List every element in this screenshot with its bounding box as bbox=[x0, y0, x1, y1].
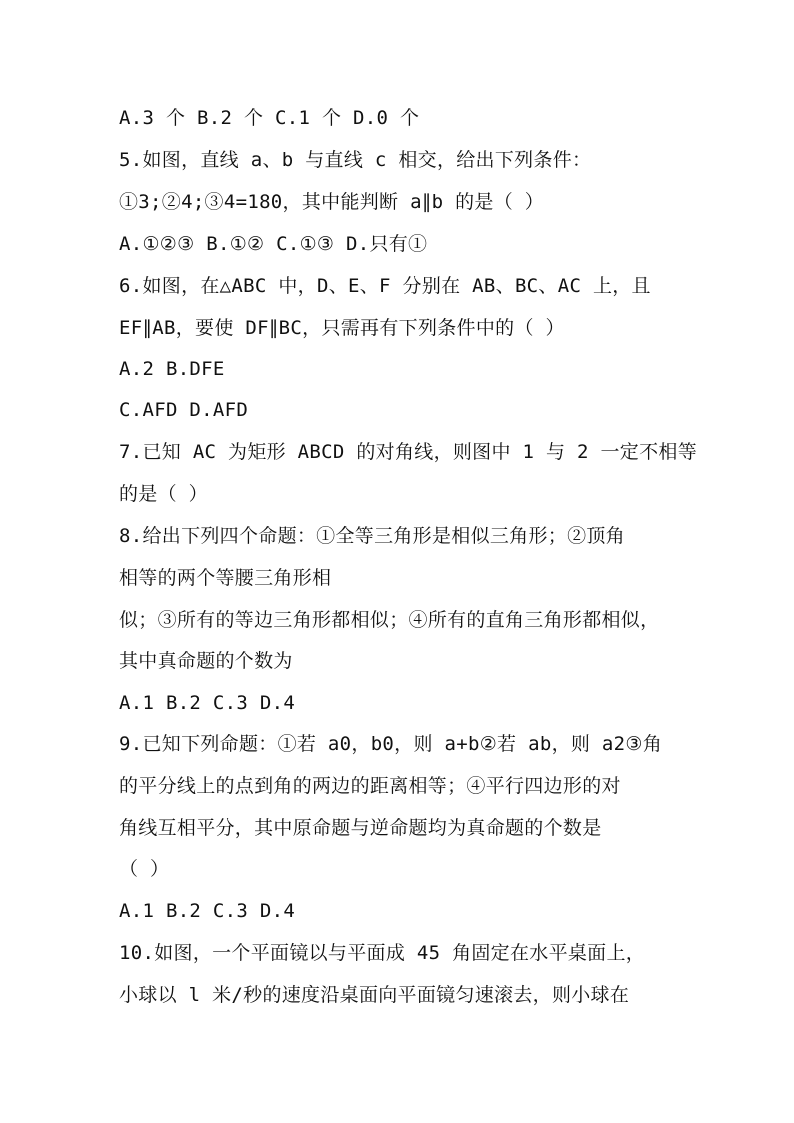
q5-stem-line-1: 5.如图，直线 a、b 与直线 c 相交，给出下列条件： bbox=[119, 149, 592, 171]
q6-stem-line-2: EF∥AB，要使 DF∥BC，只需再有下列条件中的（ ） bbox=[119, 317, 565, 339]
q8-stem-line-3: 似；③所有的等边三角形都相似；④所有的直角三角形都相似， bbox=[119, 609, 660, 631]
q6-options-line-2: C.AFD D.AFD bbox=[119, 399, 249, 421]
q8-stem-line-2: 相等的两个等腰三角形相 bbox=[119, 567, 332, 589]
q5-options: A.①②③ B.①② C.①③ D.只有① bbox=[119, 233, 428, 255]
q9-stem-line-3: 角线互相平分，其中原命题与逆命题均为真命题的个数是 bbox=[119, 817, 602, 839]
q9-stem-line-2: 的平分线上的点到角的两边的距离相等；④平行四边形的对 bbox=[119, 775, 621, 797]
q9-options: A.1 B.2 C.3 D.4 bbox=[119, 900, 296, 922]
q10-stem-line-1: 10.如图，一个平面镜以与平面成 45 角固定在水平桌面上， bbox=[119, 942, 646, 964]
q8-stem-line-1: 8.给出下列四个命题：①全等三角形是相似三角形；②顶角 bbox=[119, 525, 625, 547]
q7-stem-line-1: 7.已知 AC 为矩形 ABCD 的对角线，则图中 1 与 2 一定不相等 bbox=[119, 441, 698, 463]
q5-stem-line-2: ①3;②4;③4=180，其中能判断 a∥b 的是（ ） bbox=[119, 191, 545, 213]
q9-stem-line-4: （ ） bbox=[119, 858, 170, 880]
q10-stem-line-2: 小球以 l 米/秒的速度沿桌面向平面镜匀速滚去，则小球在 bbox=[119, 984, 630, 1006]
q6-stem-line-1: 6.如图，在△ABC 中，D、E、F 分别在 AB、BC、AC 上，且 bbox=[119, 275, 651, 297]
q8-stem-line-4: 其中真命题的个数为 bbox=[119, 650, 293, 672]
q7-stem-line-2: 的是（ ） bbox=[119, 483, 208, 505]
q8-options: A.1 B.2 C.3 D.4 bbox=[119, 692, 296, 714]
q9-stem-line-1: 9.已知下列命题：①若 a0，b0，则 a+b②若 ab，则 a2③角 bbox=[119, 733, 663, 755]
q6-options-line-1: A.2 B.DFE bbox=[119, 358, 225, 380]
q4-options: A.3 个 B.2 个 C.1 个 D.0 个 bbox=[119, 107, 420, 129]
